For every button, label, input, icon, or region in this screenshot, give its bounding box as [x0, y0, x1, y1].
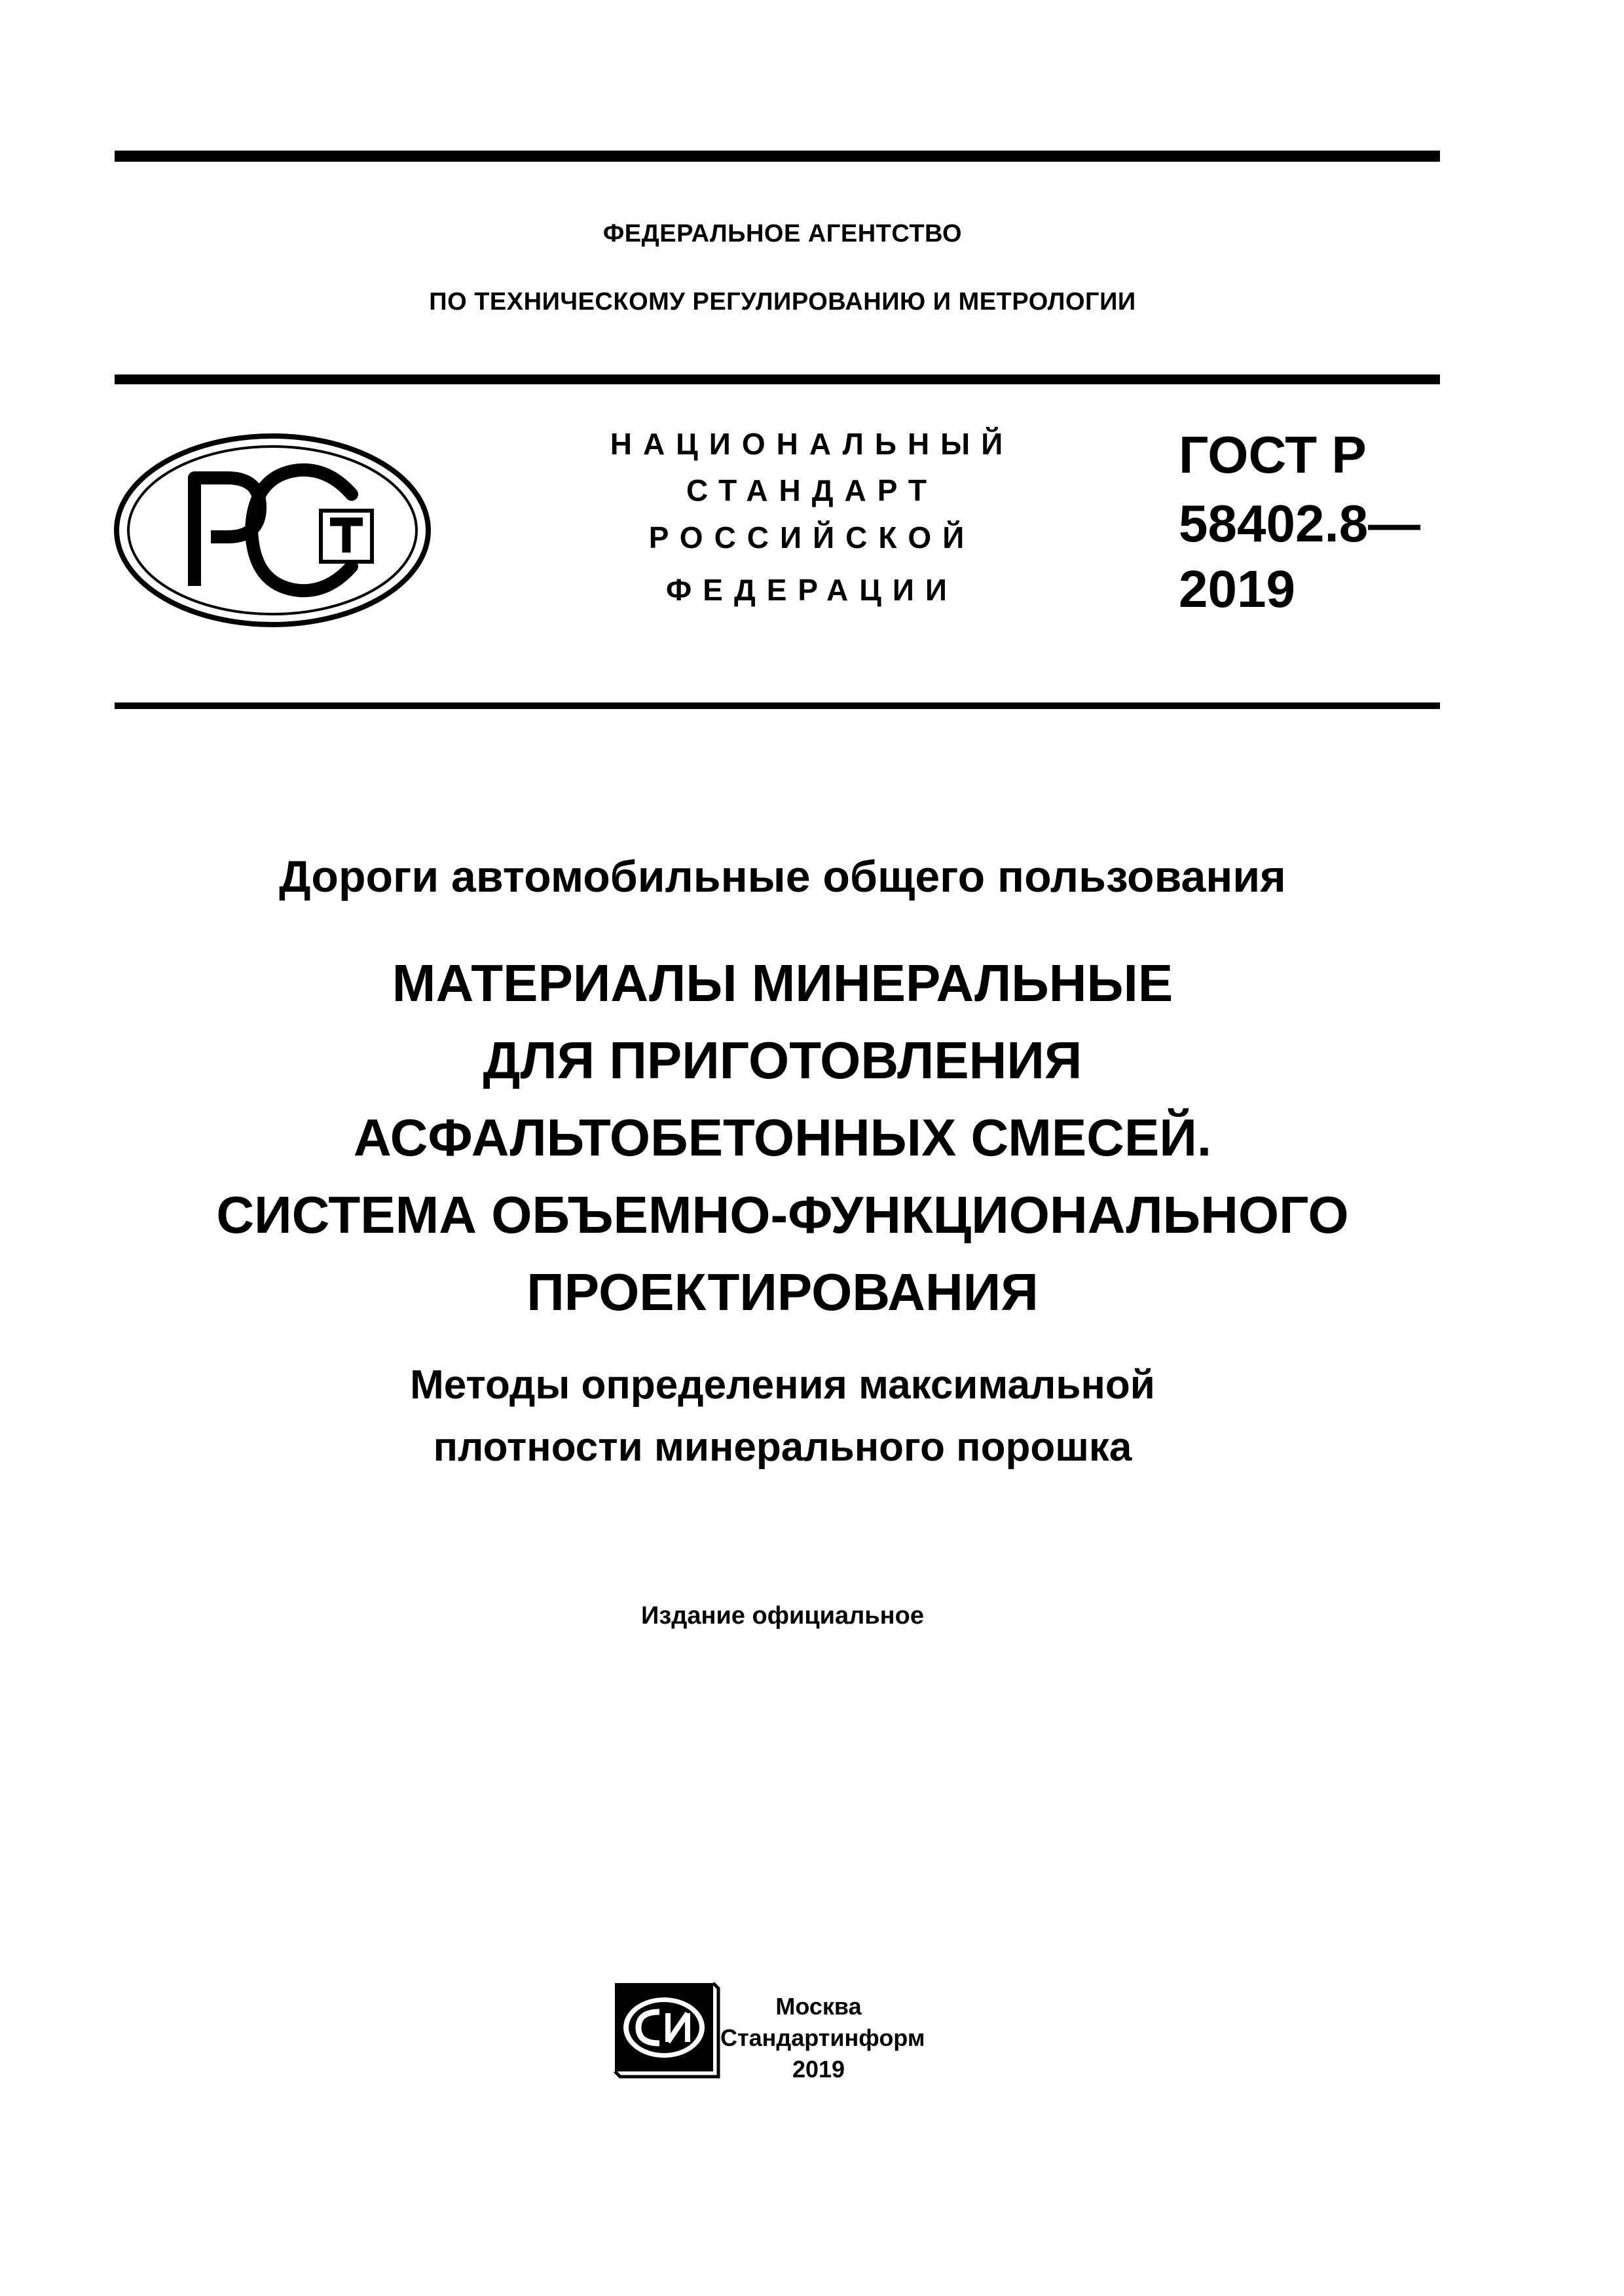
rst-certification-mark-icon	[113, 432, 432, 629]
main-title-line-2: ДЛЯ ПРИГОТОВЛЕНИЯ	[483, 1031, 1082, 1089]
standartinform-logo-icon	[612, 1980, 720, 2079]
separator-rule	[115, 702, 1440, 709]
method-subtitle-line-2: плотности минерального порошка	[433, 1425, 1132, 1470]
method-subtitle-line-1: Методы определения максимальной	[410, 1362, 1155, 1408]
publisher-name: Стандартинформ	[720, 2024, 925, 2051]
standard-designation-line-1: ГОСТ Р	[1179, 426, 1367, 484]
publisher-city: Москва	[775, 1993, 862, 2020]
standard-designation-line-3: 2019	[1179, 560, 1295, 618]
agency-name-line-1: ФЕДЕРАЛЬНОЕ АГЕНТСТВО	[602, 220, 963, 247]
top-rule	[115, 151, 1440, 162]
header-rule	[115, 374, 1440, 384]
agency-name-line-2: ПО ТЕХНИЧЕСКОМУ РЕГУЛИРОВАНИЮ И МЕТРОЛОГИИ	[429, 288, 1136, 316]
edition-note: Издание официальное	[641, 1602, 924, 1630]
standard-designation-line-2: 58402.8—	[1179, 494, 1421, 553]
main-title-line-3: АСФАЛЬТОБЕТОННЫХ СМЕСЕЙ.	[353, 1108, 1212, 1167]
publication-year: 2019	[792, 2056, 845, 2083]
main-title-line-5: ПРОЕКТИРОВАНИЯ	[526, 1263, 1039, 1321]
national-standard-label-line-3: РОССИЙСКОЙ	[648, 520, 976, 555]
document-category: Дороги автомобильные общего пользования	[279, 852, 1286, 902]
main-title-line-1: МАТЕРИАЛЫ МИНЕРАЛЬНЫЕ	[392, 954, 1173, 1012]
national-standard-label-line-1: НАЦИОНАЛЬНЫЙ	[610, 427, 1014, 461]
national-standard-label-line-2: СТАНДАРТ	[686, 473, 938, 507]
national-standard-label-line-4: ФЕДЕРАЦИИ	[666, 573, 958, 607]
main-title-line-4: СИСТЕМА ОБЪЕМНО-ФУНКЦИОНАЛЬНОГО	[216, 1186, 1349, 1244]
